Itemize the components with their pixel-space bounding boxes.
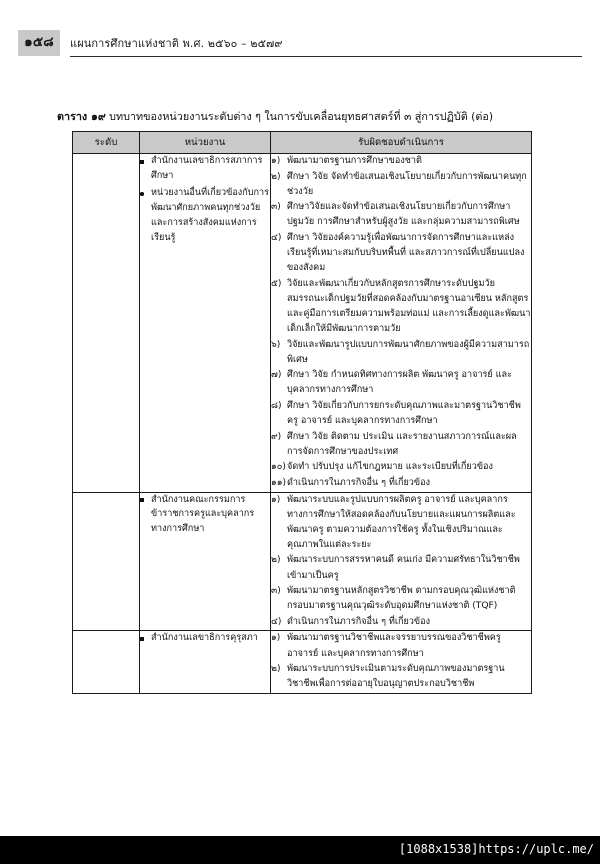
responsibility-number: ๓): [271, 586, 281, 597]
round-bullet-icon: [140, 192, 144, 196]
running-title: แผนการศึกษาแห่งชาติ พ.ศ. ๒๕๖๐ – ๒๕๗๙: [70, 37, 283, 50]
responsibility-text: พัฒนาระบบและรูปแบบการผลิตครู อาจารย์ และบุคลากรทางการศึกษาให้สอดคล้องกับนโยบายและแผนการผลิตและพัฒนาครู ตามความต้องการใช้ครู ทั้งในเชิงปริมาณและคุณภาพในแต่ละระยะ: [287, 494, 516, 550]
responsibility-text: วิจัยและพัฒนารูปแบบการพัฒนาศักยภาพของผู้มีความสามารถพิเศษ: [287, 339, 530, 365]
agency-list: [140, 631, 270, 646]
responsibility-list-item: [271, 631, 531, 661]
responsibility-text: พัฒนามาตรฐานการศึกษาของชาติ: [287, 156, 422, 166]
table-caption-label: ตาราง ๑๙: [57, 110, 106, 123]
cell-responsibility: [271, 154, 532, 493]
responsibility-text: พัฒนามาตรฐานหลักสูตรวิชาชีพ ตามกรอบคุณวุฒิแห่งชาติ กรอบมาตรฐานคุณวุฒิระดับอุดมศึกษาแห่งชาติ (TQF): [287, 586, 516, 612]
responsibility-list-item: [271, 553, 531, 583]
responsibility-number: ๑): [271, 633, 281, 644]
agency-list-item: [140, 631, 270, 646]
agency-list-item: [140, 186, 270, 245]
cell-agency: [140, 154, 271, 493]
table-caption: [57, 108, 557, 125]
page-number-box: [18, 30, 60, 56]
agency-list-item: [140, 493, 270, 537]
responsibility-text: จัดทำ ปรับปรุง แก้ไขกฎหมาย และระเบียบที่เกี่ยวข้อง: [287, 462, 493, 473]
responsibility-number: ๒): [271, 555, 281, 566]
table-row: [73, 154, 532, 493]
responsibility-list: [271, 493, 531, 630]
table-row: [73, 492, 532, 631]
table-body: [73, 154, 532, 694]
responsibility-number: ๓): [271, 202, 281, 213]
responsibility-text: ศึกษา วิจัย กำหนดทิศทางการผลิต พัฒนาครู อาจารย์ และบุคลากรทางการศึกษา: [287, 370, 512, 396]
responsibility-list: [271, 154, 531, 491]
responsibility-list-item: [271, 170, 531, 200]
responsibility-number: ๑): [271, 156, 281, 166]
header-divider: [70, 56, 582, 57]
responsibility-text: พัฒนาระบบการสรรหาคนดี คนเก่ง มีความศรัทธาในวิชาชีพเข้ามาเป็นครู: [287, 555, 520, 581]
square-bullet-icon: [140, 160, 144, 164]
responsibility-list-item: [271, 662, 531, 692]
responsibility-list-item: [271, 231, 531, 276]
cell-responsibility: [271, 631, 532, 693]
responsibility-list-item: [271, 584, 531, 614]
agency-list: [140, 154, 270, 245]
agency-label: สำนักงานเลขาธิการสภาการศึกษา: [151, 156, 263, 181]
agency-list-item: [140, 154, 270, 183]
responsibility-number: ๖): [271, 339, 281, 350]
responsibility-text: ศึกษา วิจัย จัดทำข้อเสนอเชิงนโยบายเกี่ยวกับการพัฒนาคนทุกช่วงวัย: [287, 171, 527, 197]
responsibility-list-item: [271, 200, 531, 230]
responsibility-text: ศึกษา วิจัยองค์ความรู้เพื่อพัฒนาการจัดการศึกษาและแหล่งเรียนรู้ที่เหมาะสมกับบริบทพื้นที่ และสภาวการณ์ที่เปลี่ยนแปลงของสังคม: [287, 232, 525, 274]
responsibility-list-item: [271, 493, 531, 553]
responsibility-text: พัฒนามาตรฐานวิชาชีพและจรรยาบรรณของวิชาชีพครู อาจารย์ และบุคลากรทางการศึกษา: [287, 633, 501, 659]
responsibility-number: ๙): [271, 431, 282, 442]
cell-agency: [140, 631, 271, 693]
square-bullet-icon: [140, 637, 144, 641]
responsibility-list-item: [271, 476, 531, 491]
responsibility-number: ๗): [271, 370, 282, 381]
column-header-level: ระดับ: [73, 132, 140, 154]
agency-label: สำนักงานเลขาธิการคุรุสภา: [151, 633, 258, 644]
cell-level: [73, 154, 140, 493]
agency-list: [140, 493, 270, 537]
responsibility-list-item: [271, 430, 531, 460]
agency-label: สำนักงานคณะกรรมการข้าราชการครูและบุคลากรทางการศึกษา: [151, 494, 255, 534]
responsibility-list-item: [271, 615, 531, 630]
table-head: [73, 132, 532, 154]
responsibility-list-item: [271, 338, 531, 368]
responsibility-text: ศึกษาวิจัยและจัดทำข้อเสนอเชิงนโยบายเกี่ยวกับการศึกษาปฐมวัย การศึกษาสำหรับผู้สูงวัย และกลุ่มความสามารถพิเศษ: [287, 202, 520, 228]
responsibility-number: ๕): [271, 278, 282, 289]
square-bullet-icon: [140, 498, 144, 502]
responsibility-list-item: [271, 277, 531, 337]
responsibility-number: ๑๐): [271, 462, 286, 473]
roles-table: [72, 131, 532, 694]
responsibility-list-item: [271, 460, 531, 475]
column-header-agency: หน่วยงาน: [140, 132, 271, 154]
footer-watermark-bar: [0, 836, 600, 864]
responsibility-number: ๒): [271, 171, 281, 182]
cell-responsibility: [271, 492, 532, 631]
responsibility-text: ศึกษา วิจัย ติดตาม ประเมิน และรายงานสภาวการณ์และผลการจัดการศึกษาของประเทศ: [287, 431, 517, 457]
responsibility-text: ศึกษา วิจัยเกี่ยวกับการยกระดับคุณภาพและมาตรฐานวิชาชีพครู อาจารย์ และบุคลากรทางการศึกษา: [287, 401, 521, 427]
responsibility-number: ๔): [271, 232, 282, 243]
cell-agency: [140, 492, 271, 631]
responsibility-number: ๔): [271, 616, 282, 627]
responsibility-text: วิจัยและพัฒนาเกี่ยวกับหลักสูตรการศึกษาระดับปฐมวัย สมรรถนะเด็กปฐมวัยที่สอดคล้องกับมาตรฐานอาเซียน หลักสูตรและคู่มือการเตรียมความพร้อมท่อแม่ และการเลี้ยงดูและพัฒนาเด็กเล็กให้มีพัฒนาการตามวัย: [287, 278, 531, 335]
agency-label: หน่วยงานอื่นที่เกี่ยวข้องกับการพัฒนาศักยภาพคนทุกช่วงวัยและการสร้างสังคมแห่งการเรียนรู้: [151, 188, 270, 243]
responsibility-list-item: [271, 368, 531, 398]
responsibility-list: [271, 631, 531, 692]
table-caption-text: บทบาทของหน่วยงานระดับต่าง ๆ ในการขับเคลื่อนยุทธศาสตร์ที่ ๓ สู่การปฏิบัติ (ต่อ): [109, 110, 494, 123]
responsibility-number: ๒): [271, 664, 281, 675]
table-row: [73, 631, 532, 693]
watermark-text: [1088x1538]https://uplc.me/: [398, 842, 594, 856]
cell-level: [73, 492, 140, 631]
table-header-row: [73, 132, 532, 154]
responsibility-number: ๑): [271, 494, 281, 505]
responsibility-number: ๑๑): [271, 477, 287, 488]
responsibility-list-item: [271, 399, 531, 429]
responsibility-text: พัฒนาระบบการประเมินตามระดับคุณภาพของมาตรฐานวิชาชีพเพื่อการต่ออายุใบอนุญาตประกอบวิชาชีพ: [287, 664, 505, 690]
column-header-responsibility: รับผิดชอบดำเนินการ: [271, 132, 532, 154]
page-number: ๑๕๘: [24, 34, 54, 51]
responsibility-list-item: [271, 154, 531, 169]
responsibility-text: ดำเนินการในภารกิจอื่น ๆ ที่เกี่ยวข้อง: [287, 477, 431, 488]
running-head: [18, 30, 582, 64]
responsibility-number: ๘): [271, 401, 282, 411]
cell-level: [73, 631, 140, 693]
responsibility-text: ดำเนินการในภารกิจอื่น ๆ ที่เกี่ยวข้อง: [287, 616, 431, 627]
